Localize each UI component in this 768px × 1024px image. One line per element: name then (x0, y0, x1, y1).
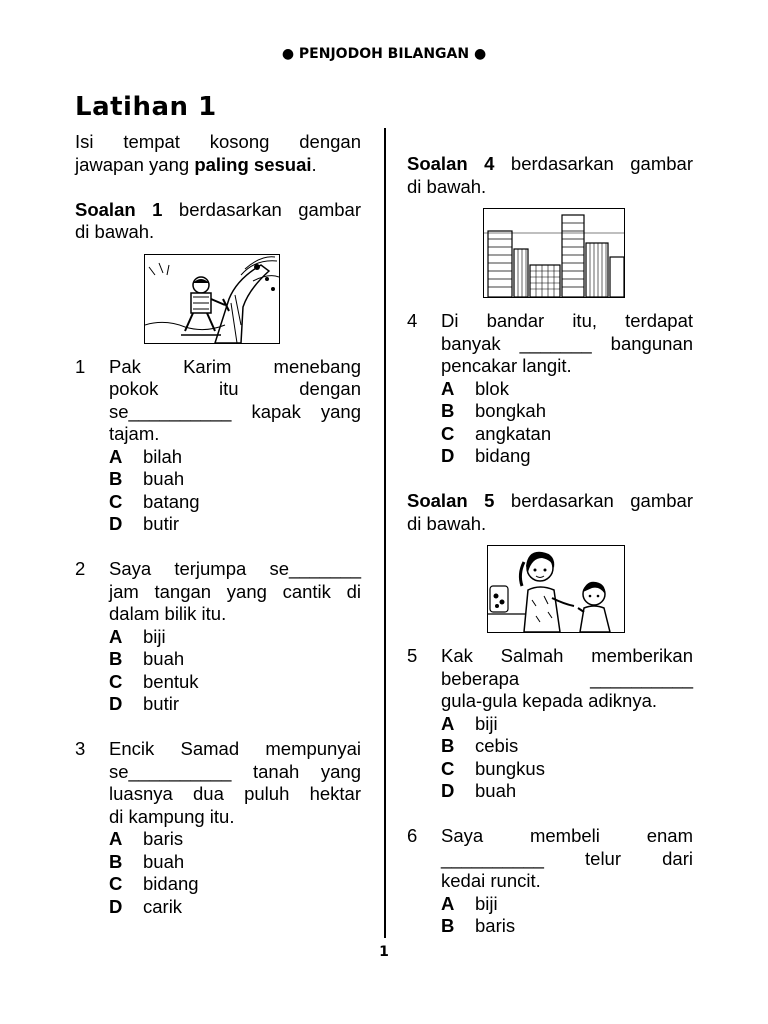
question-3 (75, 738, 361, 828)
left-column (75, 131, 361, 918)
answer-option[interactable]: C angkatan (441, 422, 552, 444)
question-3-number: 3 (75, 738, 86, 759)
question-2-line: Saya terjumpa se_______ (109, 558, 361, 579)
answer-option[interactable]: B buah (109, 468, 185, 489)
answer-option[interactable]: A blok (441, 377, 509, 399)
worksheet-header: ● PENJODOH BILANGAN ● (281, 46, 487, 62)
answer-option[interactable]: A bilah (109, 445, 183, 467)
question-1 (75, 356, 361, 446)
question-1-number: 1 (75, 355, 86, 377)
question-3-line: Encik Samad mempunyai (109, 738, 361, 759)
question-6-options (441, 893, 693, 938)
question-3-line: luasnya dua puluh hektar (109, 783, 361, 804)
soalan-1-heading: Soalan 1 berdasarkan gambar (75, 198, 361, 220)
question-4-number: 4 (407, 310, 418, 331)
question-3-line: se__________ tanah yang (109, 760, 361, 782)
answer-option[interactable]: B baris (441, 915, 516, 936)
answer-option[interactable]: B buah (109, 648, 185, 669)
soalan-5-heading-line-2: di bawah. (407, 512, 487, 534)
answer-option[interactable]: C bentuk (109, 670, 199, 692)
question-5 (407, 645, 693, 713)
column-divider (384, 128, 386, 938)
question-5-line: beberapa __________ (441, 667, 693, 689)
page-number: 1 (379, 944, 389, 960)
question-1-line: Pak Karim menebang (109, 355, 361, 377)
question-1-options (109, 446, 361, 536)
answer-option[interactable]: A biji (441, 712, 498, 734)
question-5-line: gula-gula kepada adiknya. (441, 690, 657, 711)
boy-cutting-tree-illustration (144, 254, 280, 344)
question-3-line: di kampung itu. (109, 805, 235, 827)
answer-option[interactable]: D bidang (441, 445, 531, 466)
question-2-line: dalam bilik itu. (109, 603, 227, 624)
question-4-line: banyak _______ bangunan (441, 332, 693, 354)
question-2-number: 2 (75, 558, 86, 579)
question-4-options (441, 378, 693, 468)
answer-option[interactable]: A baris (109, 828, 184, 849)
instruction-line-2: jawapan yang paling sesuai. (75, 153, 317, 175)
question-6 (407, 825, 693, 893)
soalan-5-heading: Soalan 5 berdasarkan gambar (407, 490, 693, 511)
question-1-line: tajam. (109, 423, 160, 444)
answer-option[interactable]: B cebis (441, 735, 519, 756)
question-6-number: 6 (407, 825, 418, 846)
answer-option[interactable]: D butir (109, 513, 179, 534)
question-5-number: 5 (407, 645, 418, 666)
question-1-line: pokok itu dengan (109, 378, 361, 399)
question-2 (75, 558, 361, 626)
answer-option[interactable]: A biji (109, 625, 166, 647)
question-2-options (109, 626, 361, 716)
soalan-4-heading: Soalan 4 berdasarkan gambar (407, 153, 693, 174)
soalan-1-heading-line-2: di bawah. (75, 221, 155, 242)
answer-option[interactable]: C bungkus (441, 757, 545, 779)
question-6-line: __________ telur dari (441, 847, 693, 869)
question-6-line: kedai runcit. (441, 870, 541, 891)
question-5-line: Kak Salmah memberikan (441, 645, 693, 666)
answer-option[interactable]: B buah (109, 850, 185, 872)
question-4-line: Di bandar itu, terdapat (441, 310, 693, 331)
sister-giving-sweets-illustration (487, 545, 625, 633)
question-6-line: Saya membeli enam (441, 825, 693, 846)
question-5-options (441, 713, 693, 803)
question-1-line: se__________ kapak yang (109, 400, 361, 422)
right-column (407, 153, 693, 938)
question-4-line: pencakar langit. (441, 355, 572, 376)
city-skyscrapers-illustration (483, 208, 625, 298)
answer-option[interactable]: D butir (109, 693, 179, 714)
soalan-4-heading-line-2: di bawah. (407, 175, 487, 197)
answer-option[interactable]: D buah (441, 780, 517, 801)
question-2-line: jam tangan yang cantik di (109, 580, 361, 602)
answer-option[interactable]: C batang (109, 490, 200, 512)
instruction-line-1: Isi tempat kosong dengan (75, 131, 361, 152)
answer-option[interactable]: B bongkah (441, 400, 546, 421)
answer-option[interactable]: A biji (441, 892, 498, 914)
exercise-title: Latihan 1 (75, 92, 217, 122)
answer-option[interactable]: C bidang (109, 873, 199, 894)
answer-option[interactable]: D carik (109, 895, 183, 917)
question-3-options (109, 828, 361, 918)
question-4 (407, 310, 693, 378)
